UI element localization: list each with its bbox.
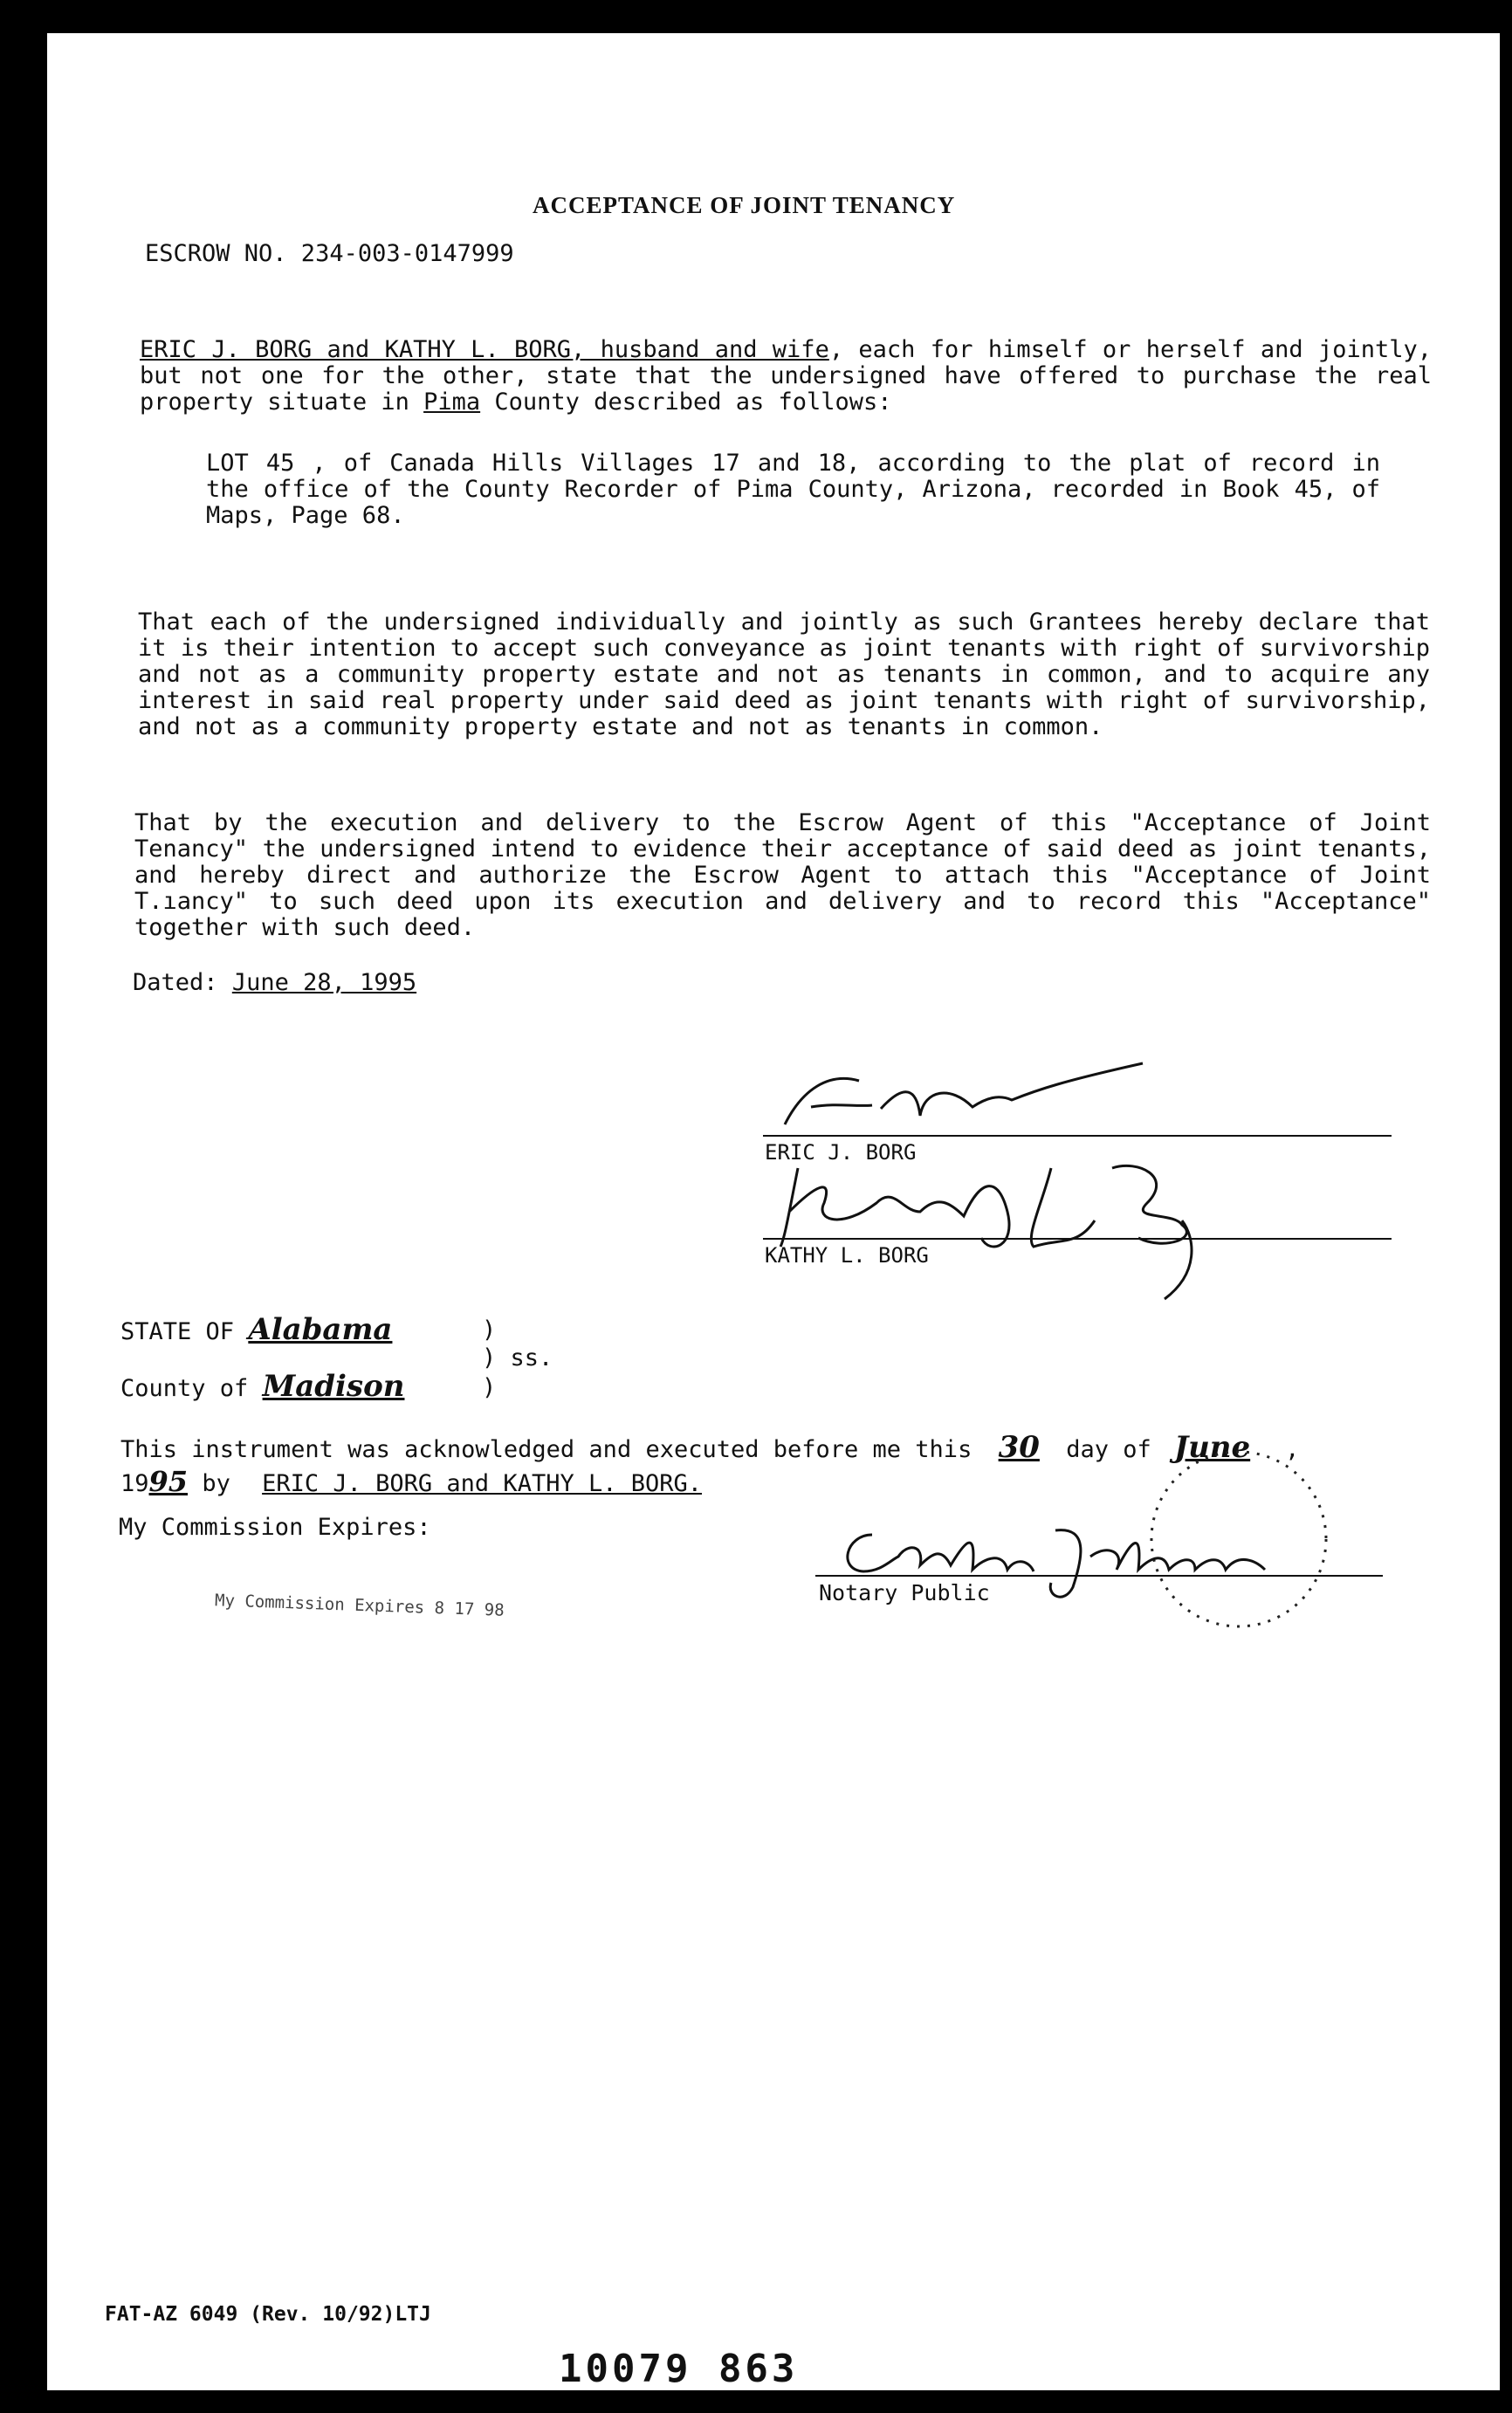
- intro-paragraph: [140, 337, 1432, 416]
- dated-value: June 28, 1995: [231, 969, 417, 996]
- kathy-borg-signature: [763, 1151, 1217, 1308]
- intro-text-1: , each for himself or herself and jointly, but not one for the other, state that the undersigned have offered to purchase the real property situate in: [140, 336, 1432, 416]
- declaration-paragraph: That each of the undersigned individually and jointly as such Grantees hereby declare that it is their intention to accept such conveyance as joint tenants with right of survivorship and not as a community property estate and not as tenants in common, and to acquire any interest in said real property under said deed as joint tenants with right of survivorship, and not as a community property estate and not as tenants in common.: [138, 608, 1430, 740]
- ack-dayof: day of: [1066, 1436, 1151, 1463]
- execution-paragraph: That by the execution and delivery to the Escrow Agent of this "Acceptance of Joint Tenancy" the undersigned intend to evidence their acceptance of said deed as joint tenants, and hereby direct and authorize the Escrow Agent to attach this "Acceptance of Joint T.ıancy" to such deed upon its execution and delivery and to record this "Acceptance" together with such deed.: [134, 809, 1431, 941]
- county-line: [120, 1369, 404, 1404]
- document-title: ACCEPTANCE OF JOINT TENANCY: [533, 192, 956, 218]
- state-value: Alabama: [248, 1312, 393, 1347]
- county-label: County of: [120, 1375, 249, 1402]
- intro-text-2: County described as follows:: [480, 388, 892, 416]
- signer-name-2: KATHY L. BORG: [765, 1243, 929, 1268]
- paren-ss: ) ss.: [482, 1344, 553, 1371]
- notary-signature-line: [815, 1575, 1383, 1577]
- by-value: ERIC J. BORG and KATHY L. BORG.: [262, 1470, 703, 1497]
- signature-line-2: [763, 1238, 1392, 1240]
- notary-public-label: Notary Public: [819, 1580, 990, 1605]
- document-page: [47, 33, 1500, 2390]
- by-label: by: [202, 1470, 230, 1497]
- signer-name-1: ERIC J. BORG: [765, 1140, 917, 1165]
- escrow-number: ESCROW NO. 234-003-0147999: [145, 240, 514, 267]
- acknowledgment-line: This instrument was acknowledged and executed before me this 30 day of June ,: [120, 1430, 1300, 1465]
- paren-1: ): [482, 1316, 497, 1344]
- parties-names: ERIC J. BORG and KATHY L. BORG, husband and wife: [140, 336, 829, 363]
- ack-text: This instrument was acknowledged and executed before me this: [120, 1436, 972, 1463]
- county-name: Pima: [423, 388, 481, 416]
- year-suffix: 95: [148, 1465, 189, 1498]
- state-line: [120, 1312, 392, 1347]
- dated-label: Dated:: [133, 969, 218, 996]
- document-number: 10079 863: [559, 2347, 799, 2390]
- ack-month: June: [1174, 1430, 1251, 1465]
- form-code: FAT-AZ 6049 (Rev. 10/92)LTJ: [105, 2303, 431, 2326]
- legal-description: LOT 45 , of Canada Hills Villages 17 and 18, according to the plat of record in the office of the County Recorder of Pima County, Arizona, recorded in Book 45, of Maps, Page 68.: [206, 450, 1380, 529]
- county-value: Madison: [262, 1369, 405, 1404]
- dated-line: [133, 969, 416, 996]
- state-label: STATE OF: [120, 1318, 235, 1345]
- ack-day: 30: [998, 1430, 1040, 1465]
- year-prefix: 19: [120, 1470, 149, 1497]
- signature-line-1: [763, 1135, 1392, 1137]
- commission-stamp: My Commission Expires 8 17 98: [214, 1591, 505, 1620]
- paren-3: ): [482, 1374, 497, 1401]
- acknowledgment-year-line: [120, 1465, 702, 1498]
- commission-expires-label: My Commission Expires:: [119, 1514, 431, 1541]
